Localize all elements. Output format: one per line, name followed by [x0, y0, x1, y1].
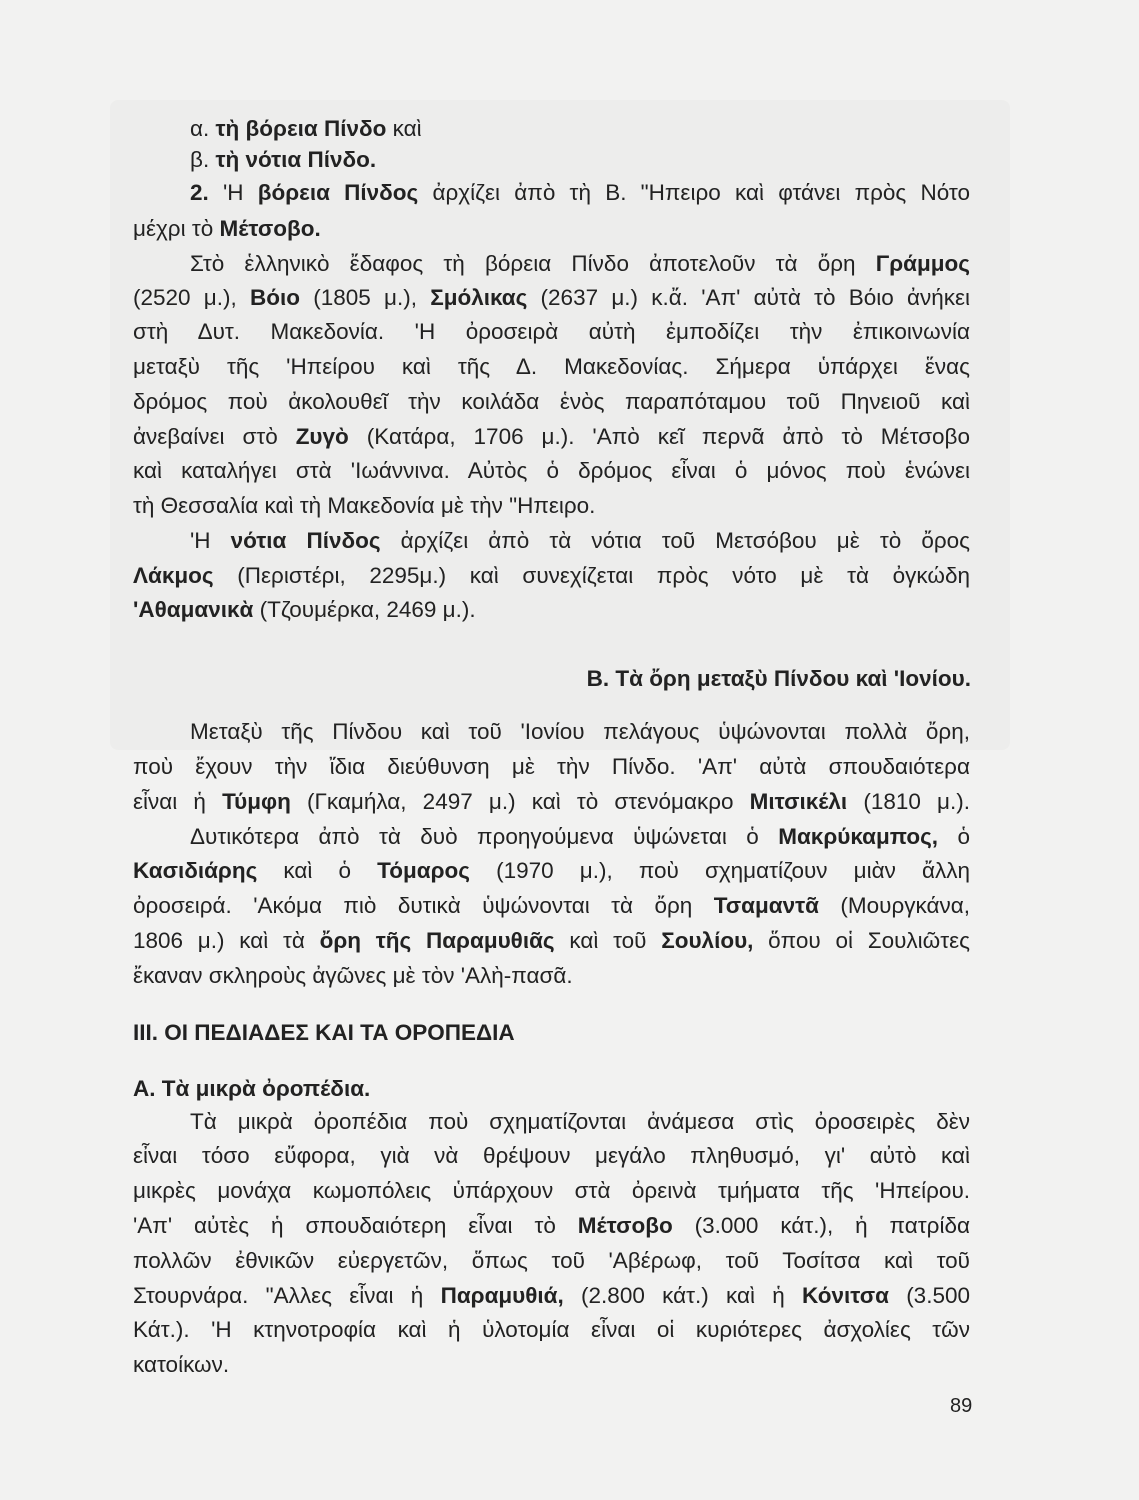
bold-text-run: τὴ βόρεια Πίνδο: [215, 116, 387, 141]
text-run: μέχρι τὸ: [133, 216, 220, 241]
text-run: 'Η: [208, 180, 258, 205]
bold-text-run: Τύμφη: [222, 789, 291, 814]
text-run: εἶναι ἡ: [133, 789, 223, 814]
bold-text-run: Μιτσικέλι: [749, 789, 848, 814]
text-run: (Κατάρα, 1706 μ.). 'Απὸ κεῖ περνᾶ ἀπὸ τὸ Μέτσοβο: [348, 424, 970, 449]
text-line: [190, 145, 376, 175]
page-number: 89: [950, 1395, 973, 1417]
bold-text-run: Β. Τὰ ὄρη μεταξὺ Πίνδου καὶ 'Ιονίου.: [586, 666, 971, 691]
text-run: (2.800 κάτ.) καὶ ἡ: [563, 1283, 803, 1308]
bold-text-run: Λάκμος: [133, 563, 214, 588]
text-run: (3.500: [888, 1283, 970, 1308]
text-run: (Μουργκάνα,: [818, 893, 970, 918]
text-line: [133, 1281, 970, 1311]
text-line: [133, 856, 970, 886]
text-run: ἀρχίζει ἀπὸ τὰ νότια τοῦ Μετσόβου μὲ τὸ ὄρος: [380, 528, 971, 553]
bold-text-run: Κόνιτσα: [802, 1283, 889, 1308]
text-run: (Περιστέρι, 2295μ.) καὶ συνεχίζεται πρὸς νότο μὲ τὰ ὀγκώδη: [213, 563, 970, 588]
text-line: [190, 1107, 970, 1137]
text-run: καὶ: [386, 116, 422, 141]
text-run: (1810 μ.).: [847, 789, 970, 814]
text-line: [190, 526, 970, 556]
text-run: Τὰ μικρὰ ὀροπέδια ποὺ σχηματίζονται ἀνάμεσα στὶς ὀροσειρὲς δὲν: [190, 1109, 970, 1134]
text-run: (Γκαμήλα, 2497 μ.) καὶ τὸ στενόμακρο: [290, 789, 750, 814]
text-line: [133, 787, 970, 817]
bold-text-run: Κασιδιάρης: [133, 858, 258, 883]
text-line: [190, 249, 970, 279]
text-line: [133, 891, 970, 921]
bold-text-run: Γράμμος: [875, 251, 970, 276]
text-run: καὶ τοῦ: [554, 928, 662, 953]
text-run: μικρὲς μονάχα κωμοπόλεις ὑπάρχουν στὰ ὀρεινὰ τμήματα τῆς 'Ηπείρου.: [133, 1178, 970, 1203]
section-heading: [587, 664, 971, 694]
bold-text-run: Ζυγὸ: [295, 424, 349, 449]
text-run: ἀρχίζει ἀπὸ τὴ Β. "Ηπειρο καὶ φτάνει πρὸς Νότο: [418, 180, 971, 205]
text-line: [133, 1176, 970, 1206]
bold-text-run: Μέτσοβο: [577, 1213, 673, 1238]
text-run: 1806 μ.) καὶ τὰ: [133, 928, 320, 953]
text-run: Στὸ ἑλληνικὸ ἔδαφος τὴ βόρεια Πίνδο ἀποτελοῦν τὰ ὄρη: [190, 251, 876, 276]
bold-text-run: τὴ νότια Πίνδο.: [215, 147, 377, 172]
text-run: μεταξὺ τῆς 'Ηπείρου καὶ τῆς Δ. Μακεδονίας. Σήμερα ὑπάρχει ἕνας: [133, 354, 970, 379]
text-run: δρόμος ποὺ ἀκολουθεῖ τὴν κοιλάδα ἑνὸς παραπόταμου τοῦ Πηνειοῦ καὶ: [133, 389, 970, 414]
text-line: [133, 456, 970, 486]
text-run: 'Απ' αὐτὲς ἡ σπουδαιότερη εἶναι τὸ: [133, 1213, 578, 1238]
text-line: [190, 717, 970, 747]
bold-text-run: Βόιο: [249, 285, 300, 310]
text-run: ὅπου οἱ Σουλιῶτες: [753, 928, 970, 953]
text-run: ποὺ ἔχουν τὴν ἴδια διεύθυνση μὲ τὴν Πίνδο. 'Απ' αὐτὰ σπουδαιότερα: [133, 754, 970, 779]
text-line: [133, 1141, 970, 1171]
text-line: [133, 422, 970, 452]
text-line: [133, 561, 970, 591]
text-run: καὶ καταλήγει στὰ 'Ιωάννινα. Αὐτὸς ὁ δρόμος εἶναι ὁ μόνος ποὺ ἑνώνει: [133, 458, 970, 483]
text-run: ὀροσειρά. 'Ακόμα πιὸ δυτικὰ ὑψώνονται τὰ ὄρη: [133, 893, 714, 918]
bold-text-run: Α. Τὰ μικρὰ ὀροπέδια.: [133, 1076, 371, 1101]
bold-text-run: 'Αθαμανικὰ: [133, 597, 254, 622]
bold-text-run: νότια Πίνδος: [230, 528, 381, 553]
text-line: [133, 491, 595, 521]
text-run: (Τζουμέρκα, 2469 μ.).: [253, 597, 476, 622]
text-run: τὴ Θεσσαλία καὶ τὴ Μακεδονία μὲ τὴν "Ηπειρο.: [133, 493, 596, 518]
text-line: [133, 1315, 970, 1345]
text-run: (2520 μ.),: [133, 285, 250, 310]
text-run: Στουρνάρα. "Αλλες εἶναι ἡ: [133, 1283, 441, 1308]
text-run: ἔκαναν σκληροὺς ἀγῶνες μὲ τὸν 'Αλὴ-πασᾶ.: [133, 963, 573, 988]
bold-text-run: βόρεια Πίνδος: [257, 180, 419, 205]
chapter-heading: [133, 1018, 515, 1048]
text-run: Μεταξὺ τῆς Πίνδου καὶ τοῦ 'Ιονίου πελάγους ὑψώνονται πολλὰ ὄρη,: [190, 719, 970, 744]
text-line: [190, 114, 422, 144]
text-run: κατοίκων.: [133, 1352, 230, 1377]
bold-text-run: Τόμαρος: [377, 858, 470, 883]
bold-text-run: III. ΟΙ ΠΕΔΙΑΔΕΣ ΚΑΙ ΤΑ ΟΡΟΠΕΔΙΑ: [133, 1020, 515, 1045]
text-line: [133, 961, 573, 991]
bold-text-run: 2.: [190, 180, 209, 205]
text-line: [190, 822, 970, 852]
text-line: [133, 317, 970, 347]
text-run: ἀνεβαίνει στὸ: [133, 424, 296, 449]
subsection-heading: [133, 1074, 370, 1104]
text-run: (1970 μ.), ποὺ σχηματίζουν μιὰν ἄλλη: [469, 858, 970, 883]
bold-text-run: Σμόλικας: [430, 285, 528, 310]
text-run: πολλῶν ἐθνικῶν εὐεργετῶν, ὅπως τοῦ 'Αβέρωφ, τοῦ Τοσίτσα καὶ τοῦ: [133, 1248, 970, 1273]
text-line: [133, 387, 970, 417]
text-line: [190, 178, 970, 208]
text-run: καὶ ὁ: [257, 858, 378, 883]
text-run: εἶναι τόσο εὔφορα, γιὰ νὰ θρέψουν μεγάλο πληθυσμό, γι' αὐτὸ καὶ: [133, 1143, 970, 1168]
bold-text-run: Μέτσοβο.: [219, 216, 321, 241]
text-run: (2637 μ.) κ.ἄ. 'Απ' αὐτὰ τὸ Βόιο ἀνήκει: [527, 285, 971, 310]
text-run: (1805 μ.),: [299, 285, 431, 310]
text-line: [133, 283, 970, 313]
text-run: Κάτ.). 'Η κτηνοτροφία καὶ ἡ ὑλοτομία εἶναι οἱ κυριότερες ἀσχολίες τῶν: [133, 1317, 970, 1342]
bold-text-run: Σουλίου,: [661, 928, 754, 953]
text-run: Δυτικότερα ἀπὸ τὰ δυὸ προηγούμενα ὑψώνεται ὁ: [190, 824, 779, 849]
text-line: [133, 1350, 229, 1380]
bold-text-run: Παραμυθιά,: [440, 1283, 564, 1308]
text-run: α.: [190, 116, 216, 141]
text-line: [133, 926, 970, 956]
text-line: [133, 352, 970, 382]
text-line: [133, 1211, 970, 1241]
bold-text-run: ὄρη τῆς Παραμυθιᾶς: [319, 928, 555, 953]
text-run: (3.000 κάτ.), ἡ πατρίδα: [672, 1213, 970, 1238]
text-run: στὴ Δυτ. Μακεδονία. 'Η ὀροσειρὰ αὐτὴ ἐμποδίζει τὴν ἐπικοινωνία: [133, 319, 970, 344]
text-run: β.: [190, 147, 216, 172]
bold-text-run: Τσαμαντᾶ: [713, 893, 819, 918]
text-run: 'Η: [190, 528, 231, 553]
text-line: [133, 214, 321, 244]
text-line: [133, 752, 970, 782]
bold-text-run: Μακρύκαμπος,: [778, 824, 939, 849]
text-run: ὁ: [938, 824, 970, 849]
text-line: [133, 1246, 970, 1276]
text-line: [133, 595, 476, 625]
